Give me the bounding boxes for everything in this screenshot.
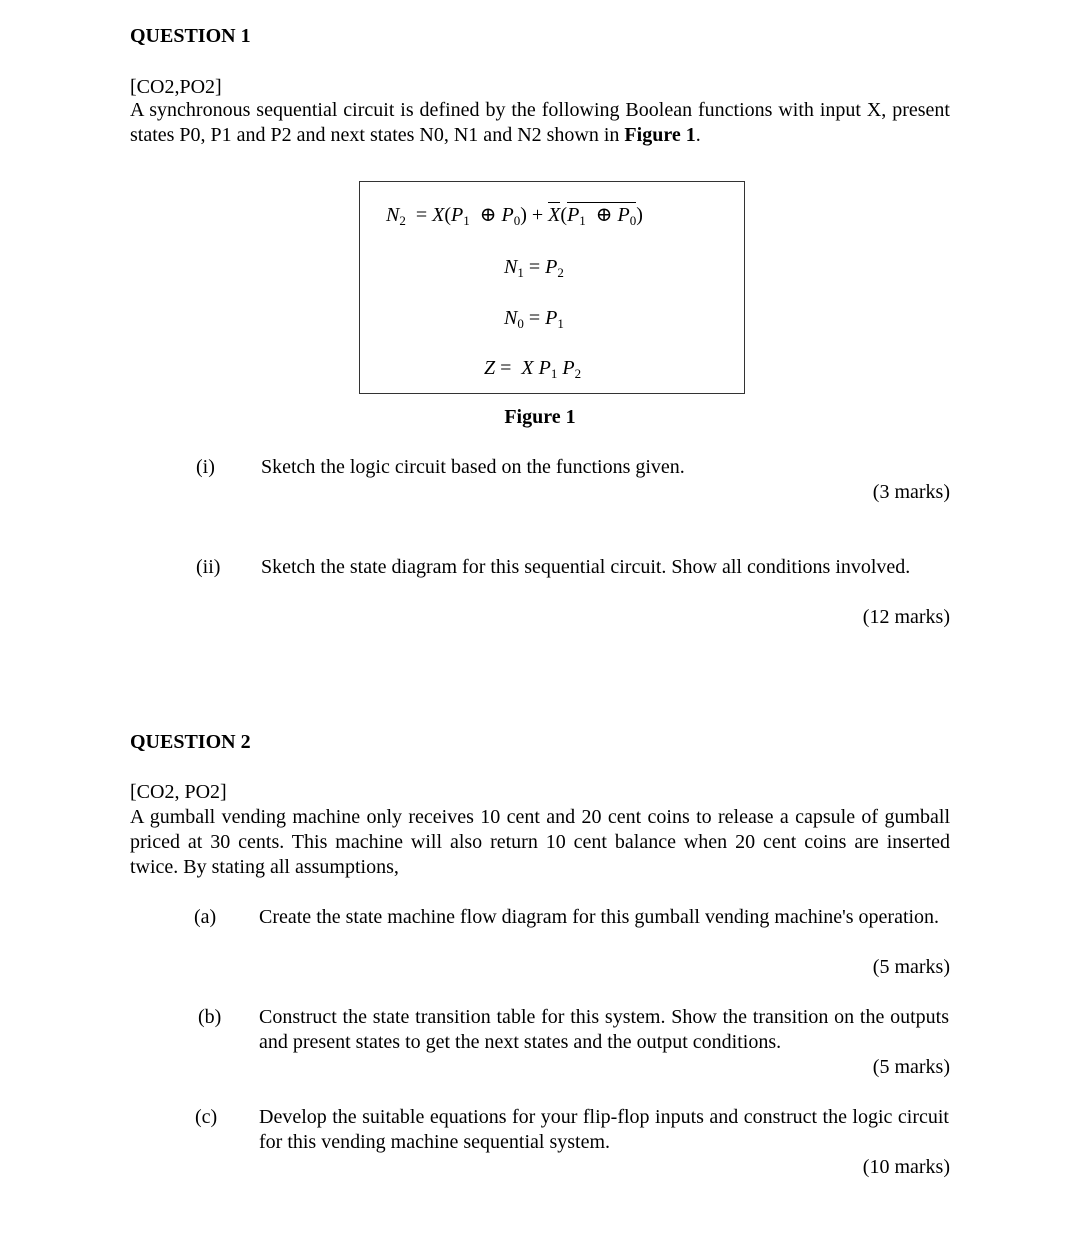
question-1-part-ii-label: (ii): [196, 556, 221, 578]
question-2-part-a-text: Create the state machine flow diagram for this gumball vending machine's operation.: [259, 906, 940, 928]
equation-n0: $N_0 = P_1$: [504, 307, 564, 331]
question-1-part-ii-marks: (12 marks): [862, 606, 950, 628]
question-1-part-i-text: Sketch the logic circuit based on the functions given.: [261, 456, 685, 478]
figure-reference: Figure 1: [624, 124, 696, 146]
question-1-part-ii-text: Sketch the state diagram for this sequential circuit. Show all conditions involved.: [261, 556, 911, 578]
question-1-co-tag: [CO2,PO2]: [130, 76, 222, 98]
equation-z: Z = X $P_1$ $P_2$: [484, 357, 582, 381]
question-2-part-b-label: (b): [198, 1006, 222, 1028]
question-2-part-c-marks: (10 marks): [862, 1156, 950, 1178]
question-2-co-tag: [CO2, PO2]: [130, 781, 227, 803]
question-1-intro: [130, 98, 950, 148]
question-2-heading: QUESTION 2: [130, 731, 251, 753]
question-2-part-c-text: Develop the suitable equations for your flip-flop inputs and construct the logic circuit for this vending machine sequential system.: [259, 1106, 949, 1153]
question-2-intro: A gumball vending machine only receives 10 cent and 20 cent coins to release a capsule of gumball priced at 30 cents. This machine will also return 10 cent balance when 20 cent coins are inserted twice. By stating all assumptions,: [130, 806, 950, 878]
equation-n1: $N_1 = P_2$: [504, 256, 564, 280]
question-2-part-a-marks: (5 marks): [872, 956, 950, 978]
equation-n2: $N_2 = X(P_1$ ⊕ $P_0) + X(P_1$ ⊕ $P_0$): [386, 204, 643, 228]
question-1-intro-text: A synchronous sequential circuit is defined by the following Boolean functions with input X, present states P0, P1 and P2 and next states N0, N1 and N2 shown in: [130, 99, 950, 146]
question-2-part-b-marks: (5 marks): [872, 1056, 950, 1078]
question-1-intro-suffix: .: [695, 124, 701, 146]
question-1-heading: QUESTION 1: [130, 25, 251, 47]
question-2-part-c-label: (c): [195, 1106, 218, 1128]
question-1-part-i-label: (i): [196, 456, 215, 478]
question-2-part-b-text: Construct the state transition table for this system. Show the transition on the outputs and present states to get the next states and the output conditions.: [259, 1006, 949, 1053]
question-1-part-i-marks: (3 marks): [872, 481, 950, 503]
question-2-part-a-label: (a): [194, 906, 217, 928]
figure-1-box: [359, 181, 745, 394]
figure-1-caption: Figure 1: [504, 406, 576, 428]
